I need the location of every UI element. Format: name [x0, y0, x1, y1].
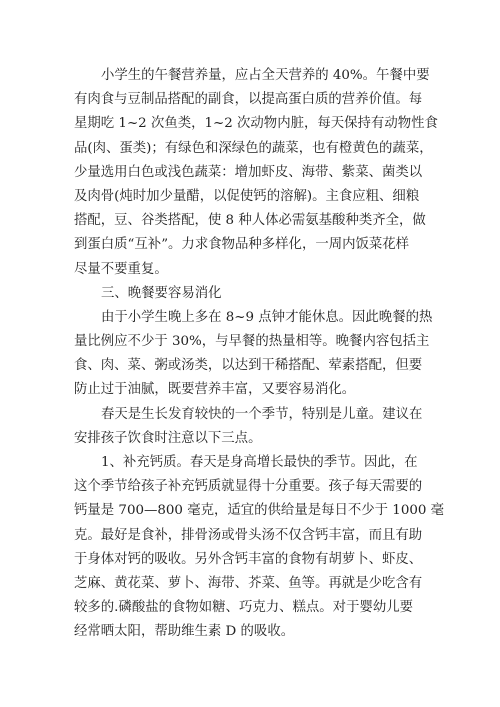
text-line: 小学生的午餐营养量，应占全天营养的 40%。午餐中要 [101, 68, 430, 83]
text-line: 1、补充钙质。春天是身高增长最快的季节。因此，在 [101, 455, 418, 470]
text-line: 有肉食与豆制品搭配的副食，以提高蛋白质的营养价值。每 [74, 92, 423, 108]
text-line: 钙量是 700—800 毫克，适宜的供给量是每日不少于 1000 毫 [74, 503, 445, 519]
text-line: 经常晒太阳，帮助维生素 D 的吸收。 [74, 624, 295, 640]
text-line: 春天是生长发育较快的一个季节，特别是儿童。建议在 [101, 406, 423, 422]
text-line: 量比例应不少于 30%，与早餐的热量相等。晚餐内容包括主 [74, 334, 430, 350]
text-line: 这个季节给孩子补充钙质就显得十分重要。孩子每天需要的 [74, 479, 423, 495]
text-line: 芝麻、黄花菜、萝卜、海带、芥菜、鱼等。再就是少吃含有 [74, 575, 423, 591]
text-line: 由于小学生晚上多在 8~9 点钟才能休息。因此晚餐的热 [101, 309, 433, 325]
text-line: 星期吃 1~2 次鱼类，1~2 次动物内脏，每天保持有动物性食 [74, 116, 438, 132]
text-line: 防止过于油腻，既要营养丰富，又要容易消化。 [74, 382, 356, 398]
text-line: 到蛋白质“互补”。力求食物品种多样化，一周内饭菜花样 [74, 237, 410, 253]
text-line: 尽量不要重复。 [74, 261, 168, 277]
text-line: 安排孩子饮食时注意以下三点。 [74, 430, 262, 446]
text-line: 克。最好是食补，排骨汤或骨头汤不仅含钙丰富，而且有助 [74, 527, 423, 543]
text-line: 较多的.磷酸盐的食物如糖、巧克力、糕点。对于婴幼儿要 [74, 600, 414, 616]
text-line: 食、肉、菜、粥或汤类，以达到干稀搭配、荤素搭配，但要 [74, 358, 423, 374]
text-line: 于身体对钙的吸收。另外含钙丰富的食物有胡萝卜、虾皮、 [74, 551, 423, 567]
text-line: 三、晚餐要容易消化 [101, 285, 222, 301]
text-line: 搭配，豆、谷类搭配，使 8 种人体必需氨基酸种类齐全，做 [74, 213, 426, 229]
text-line: 及肉骨(炖时加少量醋，以促使钙的溶解)。主食应粗、细粮 [74, 188, 420, 204]
document-body [74, 64, 444, 645]
text-line: 品(肉、蛋类)；有绿色和深绿色的蔬菜，也有橙黄色的蔬菜， [74, 140, 433, 156]
text-line: 少量选用白色或浅色蔬菜：增加虾皮、海带、紫菜、菌类以 [74, 164, 423, 180]
